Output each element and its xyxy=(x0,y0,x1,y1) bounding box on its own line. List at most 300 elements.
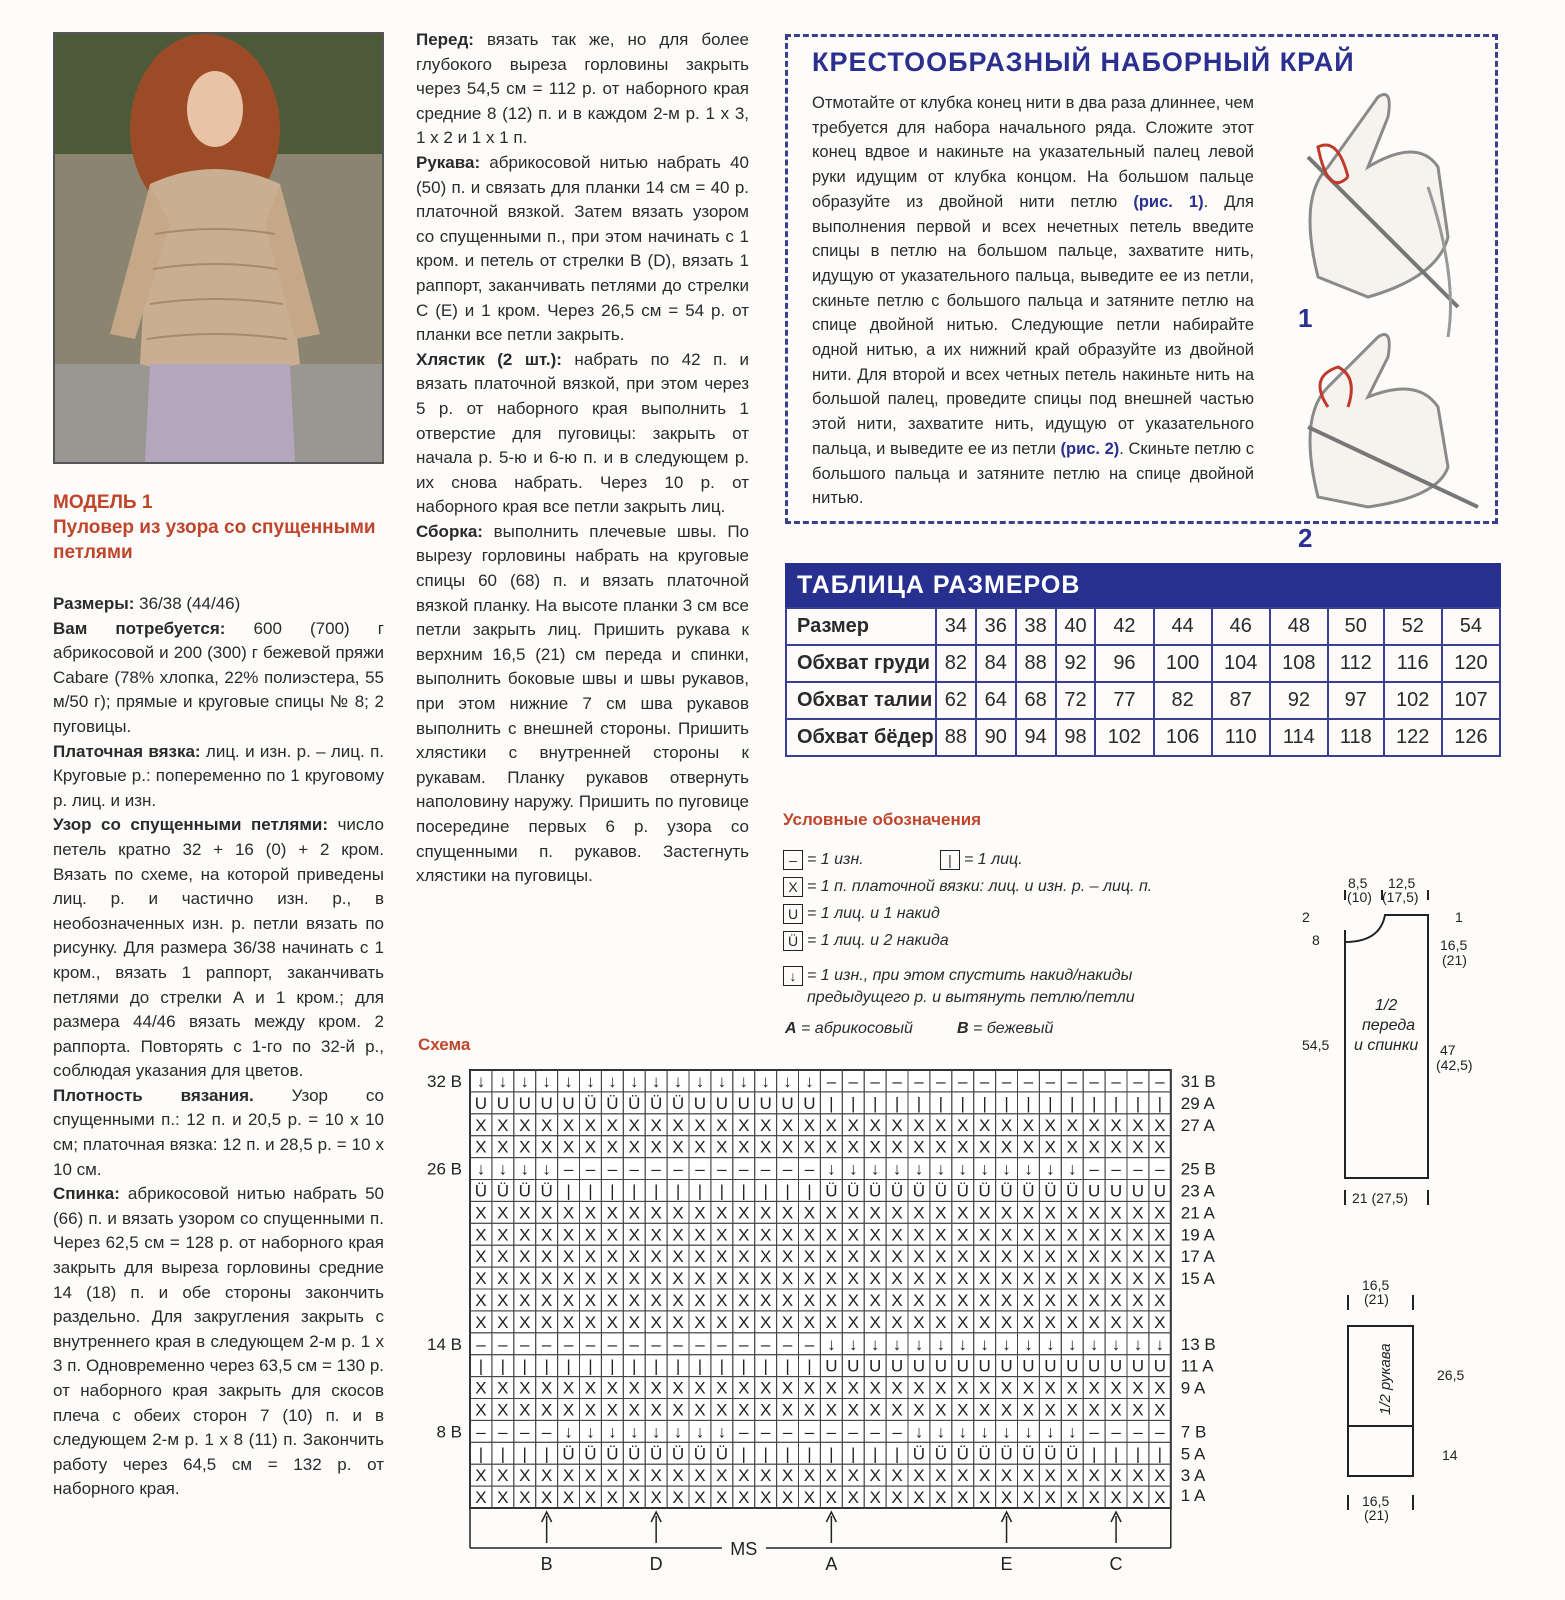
chart-symbol: Ü xyxy=(978,1181,991,1201)
chart-symbol: ↓ xyxy=(936,1334,946,1354)
chart-symbol: – xyxy=(1133,1159,1143,1179)
chart-right-label: 15 A xyxy=(1180,1269,1215,1289)
chart-symbol: – xyxy=(498,1334,508,1354)
chart-symbol: X xyxy=(847,1269,859,1289)
chart-symbol: – xyxy=(585,1159,596,1179)
chart-symbol: X xyxy=(1022,1269,1035,1289)
chart-symbol: X xyxy=(935,1378,947,1398)
chart-symbol: X xyxy=(1088,1466,1100,1486)
chart-symbol: X xyxy=(1088,1312,1100,1332)
chart-symbol: X xyxy=(825,1290,838,1310)
chart-symbol: X xyxy=(628,1378,640,1398)
chart-symbol: | xyxy=(894,1093,900,1113)
chart-symbol: X xyxy=(475,1378,487,1398)
chart-symbol: X xyxy=(694,1269,706,1289)
chart-symbol: X xyxy=(584,1247,597,1267)
chart-symbol: ↓ xyxy=(717,1071,727,1091)
chart-symbol: ↓ xyxy=(1002,1159,1011,1179)
middle-column xyxy=(416,28,749,889)
chart-symbol: X xyxy=(825,1269,838,1289)
dim-armhole-b: (21) xyxy=(1442,952,1467,968)
chart-symbol: X xyxy=(957,1290,969,1310)
chart-ms-label: MS xyxy=(730,1539,758,1559)
chart-symbol: – xyxy=(804,1159,815,1179)
chart-symbol: ↓ xyxy=(980,1159,989,1179)
chart-symbol: U xyxy=(737,1093,750,1113)
size-cell: 48 xyxy=(1270,608,1328,645)
chart-symbol: X xyxy=(781,1290,794,1310)
chart-symbol: X xyxy=(1132,1312,1144,1332)
size-row-label: Размер xyxy=(786,608,936,645)
knitting-chart xyxy=(415,1070,1235,1600)
chart-symbol: X xyxy=(1154,1247,1166,1267)
box-title: КРЕСТООБРАЗНЫЙ НАБОРНЫЙ КРАЙ xyxy=(812,47,1355,77)
chart-symbol: | xyxy=(653,1181,659,1201)
chart-symbol: X xyxy=(1044,1115,1057,1135)
chart-symbol: ↓ xyxy=(608,1071,617,1091)
chart-symbol: Ü xyxy=(606,1093,619,1113)
chart-symbol: | xyxy=(500,1356,506,1376)
chart-symbol: ↓ xyxy=(476,1159,486,1179)
chart-symbol: X xyxy=(1088,1115,1100,1135)
chart-symbol: – xyxy=(760,1334,771,1354)
legend-izn: – = 1 изн. xyxy=(783,850,864,870)
chart-symbol: X xyxy=(957,1312,969,1332)
chart-symbol: X xyxy=(781,1466,794,1486)
chart-symbol: X xyxy=(738,1400,750,1420)
chart-symbol: | xyxy=(938,1093,944,1113)
chart-symbol: – xyxy=(1155,1422,1165,1442)
size-cell: 46 xyxy=(1212,608,1270,645)
chart-symbol: Ü xyxy=(978,1444,991,1464)
chart-symbol: X xyxy=(1022,1488,1035,1508)
chart-symbol: ↓ xyxy=(1024,1422,1033,1442)
chart-symbol: | xyxy=(522,1444,527,1464)
chart-symbol: | xyxy=(1004,1093,1009,1113)
chart-symbol: U xyxy=(1044,1356,1057,1376)
size-cell: 100 xyxy=(1154,645,1212,682)
chart-right-label: 27 A xyxy=(1180,1115,1215,1135)
chart-symbol: X xyxy=(650,1203,662,1223)
chart-symbol: X xyxy=(694,1203,706,1223)
x-symbol-icon: X xyxy=(783,877,803,897)
chart-symbol: – xyxy=(848,1071,858,1091)
chart-symbol: ↓ xyxy=(892,1159,902,1179)
size-cell: 77 xyxy=(1095,682,1153,719)
chart-symbol: ↓ xyxy=(1046,1334,1055,1354)
chart-right-label: 31 B xyxy=(1180,1071,1216,1091)
chart-symbol: X xyxy=(606,1115,619,1135)
chart-symbol: X xyxy=(672,1466,684,1486)
legend-lic: | = 1 лиц. xyxy=(940,850,1023,870)
chart-symbol: | xyxy=(610,1356,615,1376)
chart-symbol: X xyxy=(1110,1290,1122,1310)
chart-symbol: X xyxy=(519,1203,531,1223)
chart-symbol: ↓ xyxy=(586,1422,595,1442)
chart-symbol: X xyxy=(562,1400,575,1420)
chart-symbol: | xyxy=(894,1444,900,1464)
chart-symbol: U xyxy=(847,1356,860,1376)
chart-symbol: X xyxy=(650,1115,662,1135)
chart-symbol: X xyxy=(519,1466,531,1486)
chart-symbol: ↓ xyxy=(476,1071,486,1091)
chart-symbol: ↓ xyxy=(1155,1334,1165,1354)
chart-symbol: X xyxy=(1110,1247,1122,1267)
size-cell: 62 xyxy=(936,682,976,719)
size-cell: 90 xyxy=(976,719,1016,756)
chart-symbol: X xyxy=(891,1137,903,1157)
chart-symbol: X xyxy=(694,1312,706,1332)
model-heading xyxy=(53,490,393,565)
chart-right-label: 17 A xyxy=(1180,1247,1215,1267)
chart-symbol: X xyxy=(540,1312,553,1332)
bar-symbol-icon: | xyxy=(940,850,960,870)
chart-symbol: ↓ xyxy=(651,1422,661,1442)
chart-symbol: X xyxy=(869,1137,881,1157)
chart-symbol: X xyxy=(803,1203,816,1223)
dim-sleeve-top: 16,5 xyxy=(1362,1277,1390,1293)
chart-symbol: – xyxy=(629,1334,639,1354)
size-row xyxy=(786,682,1500,719)
chart-symbol: X xyxy=(584,1466,597,1486)
chart-symbol: X xyxy=(562,1378,575,1398)
chart-symbol: – xyxy=(914,1071,924,1091)
dim-height-right: 47 xyxy=(1440,1042,1456,1058)
chart-symbol: X xyxy=(891,1312,903,1332)
chart-symbol: X xyxy=(628,1488,640,1508)
chart-symbol: X xyxy=(781,1488,794,1508)
size-row xyxy=(786,719,1500,756)
chart-symbol: X xyxy=(869,1269,881,1289)
chart-symbol: X xyxy=(540,1137,553,1157)
chart-symbol: X xyxy=(475,1203,487,1223)
chart-symbol: X xyxy=(1154,1115,1166,1135)
chart-symbol: | xyxy=(1157,1093,1163,1113)
chart-symbol: X xyxy=(519,1312,531,1332)
chart-symbol: U xyxy=(1109,1356,1123,1376)
chart-symbol: X xyxy=(978,1247,991,1267)
chart-symbol: X xyxy=(978,1488,991,1508)
chart-symbol: X xyxy=(716,1115,728,1135)
middle-para: Перед: вязать так же, но для более глубокого выреза горловины закрыть через 54,5 см = 112 р. от наборного края средние 8 (12) п. и в каждом 2-м р. 1 х 3, 1 х 2 и 1 х 1 п. xyxy=(416,30,749,148)
chart-symbol: X xyxy=(650,1378,662,1398)
chart-symbol: X xyxy=(803,1115,816,1135)
dim-left-2: 2 xyxy=(1302,909,1310,925)
chart-symbol: ↓ xyxy=(1024,1334,1033,1354)
fig1-number: 1 xyxy=(1298,303,1313,333)
chart-symbol: X xyxy=(913,1312,925,1332)
chart-symbol: X xyxy=(1000,1203,1013,1223)
chart-symbol: X xyxy=(672,1137,684,1157)
chart-symbol: – xyxy=(782,1159,793,1179)
size-cell: 38 xyxy=(1016,608,1056,645)
chart-symbol: X xyxy=(606,1312,619,1332)
chart-symbol: | xyxy=(1135,1093,1141,1113)
chart-symbol: ↓ xyxy=(498,1071,508,1091)
size-row xyxy=(786,645,1500,682)
chart-symbol: X xyxy=(1088,1247,1100,1267)
chart-symbol: X xyxy=(978,1137,991,1157)
chart-symbol: X xyxy=(1132,1488,1144,1508)
chart-symbol: – xyxy=(1133,1422,1143,1442)
chart-symbol: U xyxy=(890,1356,904,1376)
chart-symbol: U xyxy=(803,1093,816,1113)
chart-symbol: X xyxy=(781,1225,794,1245)
middle-para: Рукава: абрикосовой нитью набрать 40 (50) п. и связать для планки 14 см = 40 р. платочной вязкой. Затем вязать узором со спущенными п., при этом начинать с 1 кром. и петель от стрелки В (D), вязать 1 раппорт, заканчивать петлями до стрелки С (Е) и 1 кром. Через 26,5 см = 54 р. от планки все петли закрыть. xyxy=(416,152,749,345)
chart-symbol: X xyxy=(584,1290,597,1310)
chart-symbol: X xyxy=(1066,1488,1078,1508)
chart-symbol: U xyxy=(978,1356,991,1376)
chart-symbol: X xyxy=(847,1203,859,1223)
size-cell: 50 xyxy=(1328,608,1384,645)
chart-symbol: ↓ xyxy=(958,1422,967,1442)
chart-symbol: X xyxy=(1132,1466,1144,1486)
chart-symbol: X xyxy=(1022,1466,1035,1486)
chart-symbol: X xyxy=(475,1488,487,1508)
chart-symbol: X xyxy=(562,1137,575,1157)
chart-symbol: – xyxy=(1155,1071,1165,1091)
dash-symbol-icon: – xyxy=(783,850,803,870)
chart-symbol: X xyxy=(1154,1269,1166,1289)
chart-symbol: X xyxy=(628,1137,640,1157)
chart-symbol: X xyxy=(628,1269,640,1289)
chart-symbol: X xyxy=(1000,1115,1013,1135)
chart-symbol: X xyxy=(519,1488,531,1508)
chart-symbol: X xyxy=(891,1115,903,1135)
chart-symbol: Ü xyxy=(650,1444,663,1464)
chart-symbol: X xyxy=(606,1378,619,1398)
chart-symbol: Ü xyxy=(562,1444,575,1464)
chart-symbol: X xyxy=(738,1225,750,1245)
chart-symbol: X xyxy=(497,1203,509,1223)
chart-right-label: 3 A xyxy=(1180,1466,1206,1486)
chart-symbol: X xyxy=(1000,1488,1013,1508)
chart-symbol: Ü xyxy=(890,1181,904,1201)
chart-symbol: X xyxy=(759,1269,772,1289)
chart-symbol: X xyxy=(1022,1400,1035,1420)
chart-symbol: X xyxy=(847,1247,859,1267)
chart-symbol: X xyxy=(475,1247,487,1267)
chart-symbol: X xyxy=(650,1269,662,1289)
chart-symbol: X xyxy=(891,1488,903,1508)
chart-symbol: X xyxy=(475,1225,487,1245)
size-cell: 114 xyxy=(1270,719,1328,756)
chart-symbol: Ü xyxy=(825,1181,838,1201)
size-row xyxy=(786,608,1500,645)
chart-symbol: X xyxy=(1066,1137,1078,1157)
chart-symbol: X xyxy=(1044,1137,1057,1157)
chart-symbol: Ü xyxy=(869,1181,882,1201)
fig2-ref: (рис. 2) xyxy=(1060,439,1120,458)
chart-symbol: U xyxy=(1088,1181,1101,1201)
chart-symbol: | xyxy=(741,1356,746,1376)
size-cell: 92 xyxy=(1056,645,1096,682)
chart-symbol: X xyxy=(891,1269,903,1289)
chart-symbol: X xyxy=(1088,1203,1100,1223)
chart-symbol: ↓ xyxy=(1046,1422,1055,1442)
chart-symbol: | xyxy=(478,1356,484,1376)
chart-symbol: – xyxy=(826,1071,837,1091)
chart-symbol: X xyxy=(497,1488,509,1508)
chart-symbol: X xyxy=(606,1466,619,1486)
chart-symbol: X xyxy=(1044,1225,1057,1245)
chart-symbol: ↓ xyxy=(1133,1334,1143,1354)
chart-symbol: ↓ xyxy=(958,1159,967,1179)
size-cell: 88 xyxy=(936,719,976,756)
left-para: Плотность вязания. Узор со спущенными п.: 12 п. и 20,5 р. = 10 х 10 см; платочная вязка: 12 п. и 28,5 р. = 10 х 10 см. xyxy=(53,1085,384,1179)
chart-symbol: – xyxy=(892,1422,902,1442)
chart-symbol: X xyxy=(1022,1290,1035,1310)
chart-symbol: X xyxy=(803,1378,816,1398)
size-cell: 126 xyxy=(1442,719,1500,756)
chart-symbol: X xyxy=(1066,1466,1078,1486)
chart-symbol: | xyxy=(1091,1444,1097,1464)
chart-symbol: X xyxy=(738,1203,750,1223)
chart-symbol: X xyxy=(1066,1269,1078,1289)
chart-symbol: – xyxy=(1067,1071,1077,1091)
chart-symbol: Ü xyxy=(1022,1181,1035,1201)
cast-on-box xyxy=(785,34,1498,553)
chart-symbol: X xyxy=(716,1247,728,1267)
chart-symbol: Ü xyxy=(671,1444,685,1464)
chart-symbol: X xyxy=(584,1378,597,1398)
chart-symbol: X xyxy=(759,1290,772,1310)
chart-symbol: | xyxy=(1135,1444,1141,1464)
chart-symbol: | xyxy=(522,1356,527,1376)
chart-symbol: X xyxy=(913,1203,925,1223)
chart-title: Схема xyxy=(418,1035,471,1054)
chart-symbol: X xyxy=(759,1400,772,1420)
chart-symbol: U xyxy=(1088,1356,1101,1376)
chart-symbol: X xyxy=(1000,1312,1013,1332)
chart-symbol: – xyxy=(541,1334,552,1354)
chart-symbol: X xyxy=(1088,1225,1100,1245)
chart-right-label: 29 A xyxy=(1180,1093,1215,1113)
chart-symbol: X xyxy=(716,1400,728,1420)
chart-symbol: X xyxy=(1154,1203,1166,1223)
size-cell: 52 xyxy=(1384,608,1442,645)
size-cell: 87 xyxy=(1212,682,1270,719)
chart-symbol: X xyxy=(606,1225,619,1245)
chart-symbol: X xyxy=(913,1488,925,1508)
chart-symbol: X xyxy=(562,1225,575,1245)
chart-symbol: | xyxy=(807,1356,812,1376)
chart-symbol: ↓ xyxy=(1002,1334,1011,1354)
u2-symbol-icon: Ü xyxy=(783,931,803,951)
chart-symbol: X xyxy=(1110,1466,1122,1486)
chart-symbol: Ü xyxy=(956,1444,969,1464)
chart-symbol: X xyxy=(913,1269,925,1289)
chart-symbol: X xyxy=(1000,1378,1013,1398)
size-cell: 108 xyxy=(1270,645,1328,682)
chart-symbol: X xyxy=(1022,1203,1035,1223)
chart-symbol: X xyxy=(978,1378,991,1398)
chart-symbol: ↓ xyxy=(651,1071,661,1091)
dim-shoulder-width-b: (17,5) xyxy=(1382,889,1419,905)
chart-symbol: X xyxy=(584,1137,597,1157)
chart-symbol: | xyxy=(763,1181,768,1201)
chart-right-label: 1 A xyxy=(1180,1486,1206,1506)
chart-symbol: X xyxy=(562,1466,575,1486)
chart-symbol: X xyxy=(1022,1312,1035,1332)
size-cell: 84 xyxy=(976,645,1016,682)
chart-symbol: X xyxy=(497,1269,509,1289)
size-cell: 96 xyxy=(1095,645,1153,682)
chart-symbol: X xyxy=(935,1247,947,1267)
label-sleeve: 1/2 рукава xyxy=(1377,1343,1394,1415)
chart-symbol: | xyxy=(566,1356,571,1376)
chart-symbol: X xyxy=(1000,1269,1013,1289)
size-row-label: Обхват бёдер xyxy=(786,719,936,756)
chart-symbol: ↓ xyxy=(1068,1159,1077,1179)
chart-symbol: X xyxy=(825,1115,838,1135)
chart-right-label: 23 A xyxy=(1180,1181,1215,1201)
chart-symbol: X xyxy=(957,1400,969,1420)
chart-symbol: X xyxy=(540,1290,553,1310)
chart-symbol: X xyxy=(935,1137,947,1157)
chart-symbol: X xyxy=(584,1400,597,1420)
chart-symbol: X xyxy=(957,1247,969,1267)
chart-symbol: ↓ xyxy=(1024,1159,1033,1179)
chart-symbol: U xyxy=(715,1093,728,1113)
chart-symbol: ↓ xyxy=(1002,1422,1011,1442)
dim-right-1: 1 xyxy=(1455,909,1463,925)
chart-symbol: U xyxy=(825,1356,838,1376)
chart-symbol: X xyxy=(716,1137,728,1157)
chart-symbol: – xyxy=(804,1422,815,1442)
chart-symbol: X xyxy=(1044,1488,1057,1508)
chart-symbol: X xyxy=(803,1488,816,1508)
chart-symbol: – xyxy=(1001,1071,1012,1091)
chart-symbol: U xyxy=(474,1093,488,1113)
chart-symbol: X xyxy=(562,1203,575,1223)
chart-symbol: Ü xyxy=(671,1093,685,1113)
chart-symbol: X xyxy=(475,1290,487,1310)
dim-height-left: 54,5 xyxy=(1302,1037,1330,1053)
chart-symbol: X xyxy=(540,1400,553,1420)
chart-symbol: X xyxy=(913,1225,925,1245)
chart-symbol: X xyxy=(759,1466,772,1486)
chart-symbol: X xyxy=(847,1290,859,1310)
chart-symbol: | xyxy=(763,1356,768,1376)
chart-symbol: X xyxy=(913,1400,925,1420)
chart-symbol: | xyxy=(785,1181,790,1201)
chart-symbol: X xyxy=(1088,1137,1100,1157)
chart-symbol: X xyxy=(891,1400,903,1420)
chart-symbol: X xyxy=(803,1290,816,1310)
chart-symbol: U xyxy=(869,1356,882,1376)
size-cell: 104 xyxy=(1212,645,1270,682)
chart-symbol: X xyxy=(540,1203,553,1223)
chart-symbol: X xyxy=(891,1290,903,1310)
chart-symbol: ↓ xyxy=(827,1334,836,1354)
chart-symbol: | xyxy=(807,1444,812,1464)
chart-symbol: X xyxy=(759,1203,772,1223)
chart-symbol: ↓ xyxy=(805,1071,814,1091)
chart-symbol: – xyxy=(1155,1159,1165,1179)
chart-symbol: – xyxy=(563,1159,574,1179)
chart-symbol: | xyxy=(829,1093,834,1113)
chart-symbol: Ü xyxy=(606,1444,619,1464)
chart-symbol: X xyxy=(497,1225,509,1245)
chart-symbol: X xyxy=(672,1269,684,1289)
chart-symbol: | xyxy=(544,1356,549,1376)
chart-symbol: X xyxy=(978,1203,991,1223)
chart-symbol: X xyxy=(497,1400,509,1420)
chart-symbol: X xyxy=(1066,1400,1078,1420)
chart-symbol: X xyxy=(540,1488,553,1508)
chart-symbol: X xyxy=(913,1137,925,1157)
